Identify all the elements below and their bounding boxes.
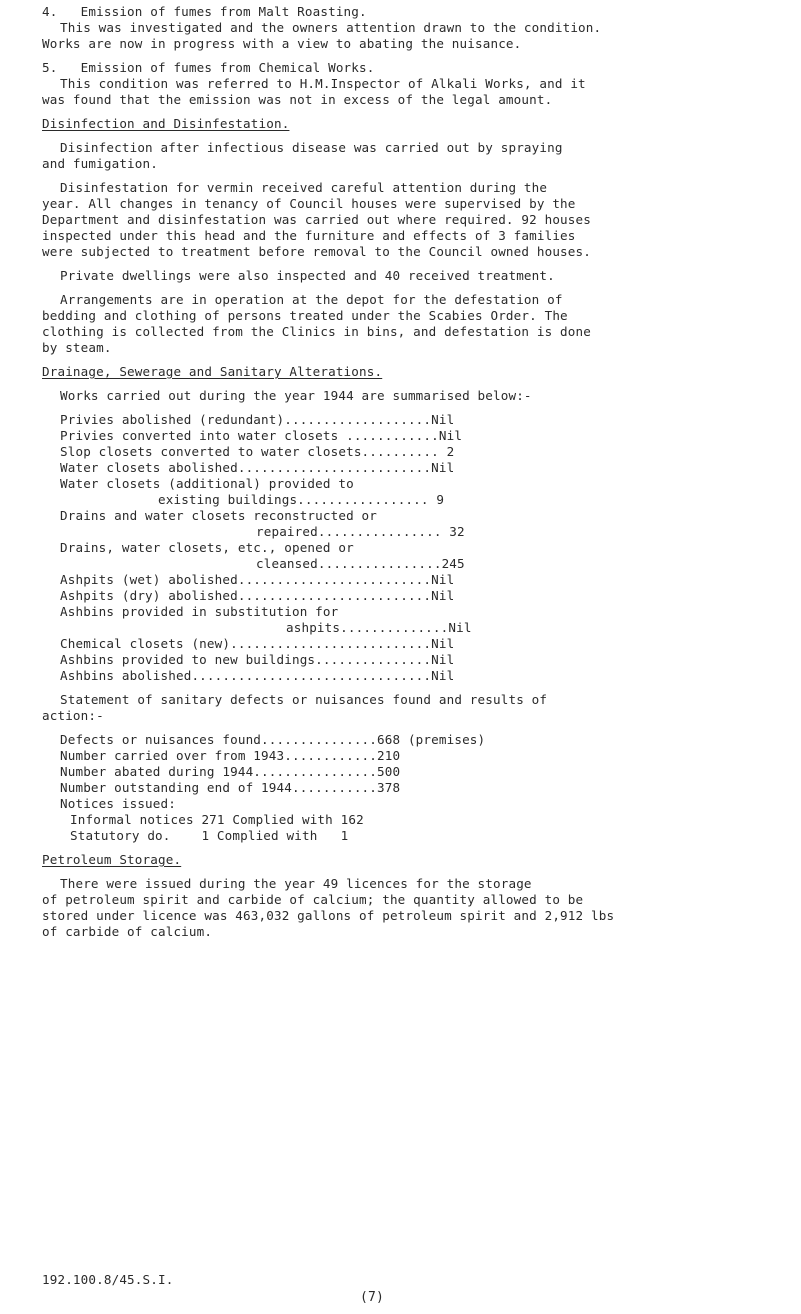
- text-line: There were issued during the year 49 licences for the storage: [60, 876, 532, 891]
- text-line: Statutory do. 1 Complied with 1: [70, 828, 349, 843]
- text-line: were subjected to treatment before removal to the Council owned houses.: [42, 244, 591, 259]
- text-line: Defects or nuisances found...............668 (premises): [60, 732, 486, 747]
- text-line: repaired................ 32: [256, 524, 465, 539]
- text-line: Works are now in progress with a view to abating the nuisance.: [42, 36, 522, 51]
- text-line: Number abated during 1944................500: [60, 764, 401, 779]
- text-line: Privies converted into water closets ............Nil: [60, 428, 463, 443]
- text-line: of carbide of calcium.: [42, 924, 213, 939]
- text-line: by steam.: [42, 340, 112, 355]
- text-line: Ashbins abolished...............................Nil: [60, 668, 455, 683]
- section-heading: Petroleum Storage.: [42, 852, 182, 867]
- text-line: Chemical closets (new)..........................Nil: [60, 636, 455, 651]
- text-line: Privies abolished (redundant)...................Nil: [60, 412, 455, 427]
- text-line: Water closets (additional) provided to: [60, 476, 354, 491]
- text-line: Ashpits (dry) abolished.........................Nil: [60, 588, 455, 603]
- text-line: Number outstanding end of 1944...........378: [60, 780, 401, 795]
- text-line: Drains and water closets reconstructed or: [60, 508, 378, 523]
- text-line: Slop closets converted to water closets.......... 2: [60, 444, 455, 459]
- text-line: clothing is collected from the Clinics in bins, and defestation is done: [42, 324, 591, 339]
- text-line: ashpits..............Nil: [286, 620, 472, 635]
- section-heading: Disinfection and Disinfestation.: [42, 116, 290, 131]
- text-line: 5. Emission of fumes from Chemical Works.: [42, 60, 375, 75]
- text-line: Private dwellings were also inspected and 40 received treatment.: [60, 268, 555, 283]
- text-line: Disinfection after infectious disease was carried out by spraying: [60, 140, 563, 155]
- text-line: This was investigated and the owners attention drawn to the condition.: [60, 20, 602, 35]
- text-line: bedding and clothing of persons treated under the Scabies Order. The: [42, 308, 568, 323]
- text-line: This condition was referred to H.M.Inspector of Alkali Works, and it: [60, 76, 586, 91]
- print-code: 192.100.8/45.S.I.: [42, 1272, 174, 1287]
- text-line: and fumigation.: [42, 156, 158, 171]
- text-line: existing buildings................. 9: [158, 492, 445, 507]
- text-line: Ashbins provided in substitution for: [60, 604, 339, 619]
- text-line: Works carried out during the year 1944 are summarised below:-: [60, 388, 532, 403]
- text-line: Department and disinfestation was carried out where required. 92 houses: [42, 212, 591, 227]
- text-line: year. All changes in tenancy of Council houses were supervised by the: [42, 196, 576, 211]
- section-heading: Drainage, Sewerage and Sanitary Alterations.: [42, 364, 383, 379]
- text-line: of petroleum spirit and carbide of calcium; the quantity allowed to be: [42, 892, 584, 907]
- text-line: Drains, water closets, etc., opened or: [60, 540, 354, 555]
- text-line: inspected under this head and the furniture and effects of 3 families: [42, 228, 576, 243]
- text-line: Statement of sanitary defects or nuisances found and results of: [60, 692, 548, 707]
- text-line: Informal notices 271 Complied with 162: [70, 812, 364, 827]
- text-line: Number carried over from 1943............210: [60, 748, 401, 763]
- text-line: stored under licence was 463,032 gallons of petroleum spirit and 2,912 lbs: [42, 908, 615, 923]
- text-line: 4. Emission of fumes from Malt Roasting.: [42, 4, 367, 19]
- text-line: Notices issued:: [60, 796, 176, 811]
- text-line: was found that the emission was not in excess of the legal amount.: [42, 92, 553, 107]
- text-line: Arrangements are in operation at the depot for the defestation of: [60, 292, 563, 307]
- text-line: Ashbins provided to new buildings...............Nil: [60, 652, 455, 667]
- text-line: Ashpits (wet) abolished.........................Nil: [60, 572, 455, 587]
- text-line: cleansed................245: [256, 556, 465, 571]
- text-line: action:-: [42, 708, 104, 723]
- page-number: (7): [360, 1290, 384, 1305]
- text-line: Water closets abolished.........................Nil: [60, 460, 455, 475]
- text-line: Disinfestation for vermin received careful attention during the: [60, 180, 548, 195]
